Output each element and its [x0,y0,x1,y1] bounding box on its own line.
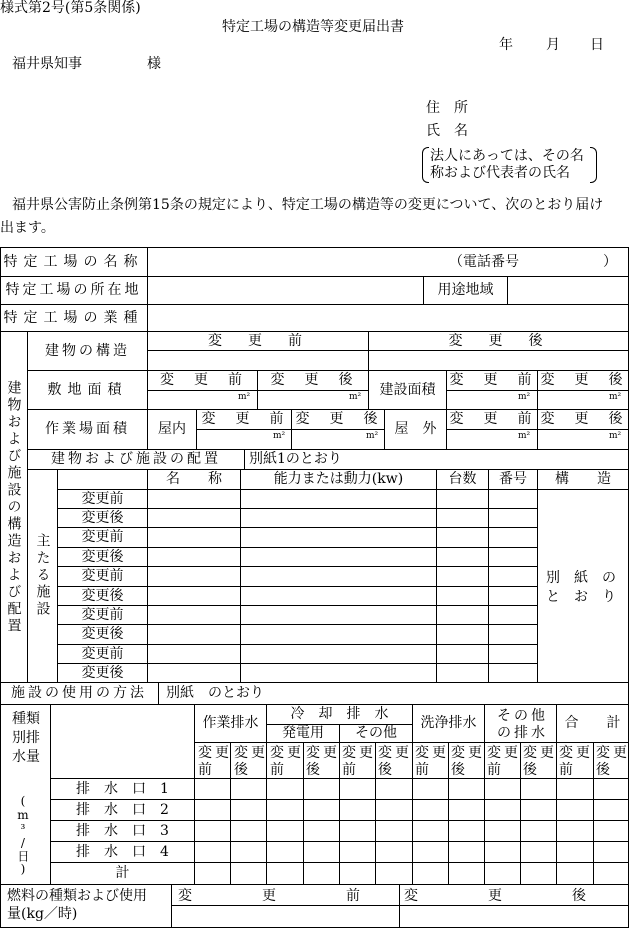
sub-header-hen: 変 [451,745,465,761]
washing-wastewater-header: 洗浄排水 [420,715,477,732]
sub-header-hen: 変 [306,745,320,761]
fuel-after-field[interactable] [400,906,628,927]
cooling-wastewater-header: 冷 却 排 水 [290,706,389,723]
row-before-label: 変更前 [81,490,124,507]
layout-value: 別紙1のとおり [249,451,342,467]
site-area-label: 敷地面積 [47,381,128,398]
building-section-label: 建物および施設の構造および配置 [5,379,22,635]
structure-before-header: 変 更 前 [208,332,308,349]
outdoor-before-header: 変 更 前 [449,411,535,428]
sub-header-hen: 変 [234,745,248,761]
cooling-other-header: その他 [355,725,397,742]
outdoor-after-header: 変 更 後 [540,411,626,428]
sub-header-hen: 変 [342,745,356,761]
facility-number-header: 番号 [499,471,527,488]
factory-name-label: 特定工場の名称 [3,253,144,270]
unit-m2: m² [609,431,622,441]
sub-header-kou: 更 [468,745,482,761]
unit-m2: m² [366,431,379,441]
form-number: 様式第2号(第5条関係) [0,0,141,16]
facility-structure-header: 構 造 [555,471,611,488]
row-before-label: 変更前 [81,606,124,623]
other-drain-line2: の排水 [497,725,548,741]
outlet-2-label: 排 水 口 2 [76,801,169,818]
outlet-3-label: 排 水 口 3 [76,822,169,839]
facility-count-header: 台数 [448,471,477,488]
sub-header-hen: 変 [198,745,212,761]
outdoor-label: 屋 外 [394,421,437,438]
wastewater-unit: (m³/日) [15,794,30,876]
sub-header-ato: 後 [378,762,392,778]
unit-m2: m² [238,392,251,402]
layout-label: 建物および施設の配置 [51,451,221,468]
sub-header-ato: 後 [234,762,248,778]
sub-header-ato: 後 [596,762,610,778]
outlet-4-label: 排 水 口 4 [76,843,169,860]
sub-header-hen: 変 [378,745,392,761]
sub-header-kou: 更 [251,745,265,761]
building-area-before-header: 変 更 前 [449,372,535,389]
sub-header-hen: 変 [415,745,429,761]
row-after-label: 変更後 [81,626,124,643]
factory-location-field[interactable] [148,277,423,304]
sub-header-mae: 前 [487,762,501,778]
unit-m2: m² [349,392,362,402]
corporate-note-line2: 称および代表者の氏名 [430,165,570,181]
sub-header-ato: 後 [451,762,465,778]
fuel-after-header: 変 更 後 [404,888,586,904]
indoor-before-header: 変 更 前 [201,411,287,428]
date-month: 月 [546,37,560,53]
sub-header-kou: 更 [576,745,590,761]
factory-location-label: 特定工場の所在地 [5,282,142,299]
sub-header-kou: 更 [287,745,301,761]
indoor-label: 屋内 [158,421,186,438]
row-after-label: 変更後 [81,664,124,681]
corporate-note-line1: 法人にあっては、その名 [430,148,584,164]
sub-header-kou: 更 [432,745,446,761]
sub-header-kou: 更 [540,745,554,761]
separate-sheet-line1: 別 紙 の [546,570,616,586]
building-area-after-header: 変 更 後 [540,372,626,389]
fuel-label-line1: 燃料の種類および使用 [7,888,147,904]
building-structure-label: 建物の構造 [45,342,130,359]
sub-header-kou: 更 [215,745,229,761]
site-area-after-header: 変 更 後 [270,372,356,389]
wastewater-side-2: 別排 [12,730,40,746]
unit-m2: m² [518,431,531,441]
building-area-label: 建設面積 [379,381,436,398]
sub-header-hen: 変 [487,745,501,761]
row-after-label: 変更後 [81,509,124,526]
sub-header-kou: 更 [395,745,409,761]
honorific: 様 [147,56,161,72]
sub-header-hen: 変 [596,745,610,761]
sub-header-ato: 後 [523,762,537,778]
sub-header-kou: 更 [323,745,337,761]
wastewater-side-3: 水量 [12,749,40,765]
facility-name-header: 名 称 [166,471,222,488]
row-after-label: 変更後 [81,548,124,565]
addressee: 福井県知事 [12,56,82,72]
date-day: 日 [590,37,604,53]
total-header: 合 計 [564,715,621,732]
intro-line-1: 福井県公害防止条例第15条の規定により、特定工場の構造等の変更について、次のとおり届け [12,197,604,213]
row-after-label: 変更後 [81,587,124,604]
separate-sheet-line2: と お り [546,589,616,605]
name-label: 氏 名 [426,123,468,139]
fuel-before-header: 変 更 前 [178,888,360,904]
factory-business-field[interactable] [148,305,628,331]
main-facilities-label: 主たる施設 [34,532,51,618]
outlet-1-label: 排 水 口 1 [76,780,169,797]
sub-header-mae: 前 [559,762,573,778]
row-before-label: 変更前 [81,568,124,585]
unit-m2: m² [273,431,286,441]
sub-header-mae: 前 [270,762,284,778]
zoning-label: 用途地域 [437,282,494,299]
power-header: 発電用 [282,725,324,742]
row-before-label: 変更前 [81,529,124,546]
wastewater-total-row-label: 計 [115,865,130,882]
sub-header-mae: 前 [415,762,429,778]
row-before-label: 変更前 [81,645,124,662]
facility-capacity-header: 能力または動力(kw) [273,471,404,488]
structure-after-header: 変 更 後 [448,332,549,349]
wastewater-side-1: 種類 [12,711,40,727]
fuel-before-field[interactable] [172,906,399,927]
work-area-label: 作業場面積 [45,421,130,438]
usage-value: 別紙 のとおり [166,685,264,701]
intro-line-2: 出ます。 [0,220,55,236]
zoning-field[interactable] [508,277,628,304]
sub-header-ato: 後 [306,762,320,778]
unit-m2: m² [518,392,531,402]
sub-header-hen: 変 [523,745,537,761]
unit-m2: m² [609,392,622,402]
address-label: 住 所 [426,100,468,116]
sub-header-kou: 更 [613,745,627,761]
phone-label: （電話番号 ） [449,254,617,270]
indoor-after-header: 変 更 後 [295,411,381,428]
sub-header-kou: 更 [504,745,518,761]
site-area-before-header: 変 更 前 [160,372,245,389]
sub-header-hen: 変 [270,745,284,761]
sub-header-mae: 前 [198,762,212,778]
fuel-label-line2: 量(kg／時) [7,906,78,922]
other-drain-line1: その他 [497,708,548,724]
form-title: 特定工場の構造等変更届出書 [222,19,404,35]
usage-label: 施設の使用の方法 [11,685,147,702]
sub-header-kou: 更 [359,745,373,761]
sub-header-hen: 変 [559,745,573,761]
date-year: 年 [499,37,513,53]
process-wastewater-header: 作業排水 [202,715,259,732]
factory-business-label: 特定工場の業種 [3,309,144,326]
sub-header-mae: 前 [342,762,356,778]
